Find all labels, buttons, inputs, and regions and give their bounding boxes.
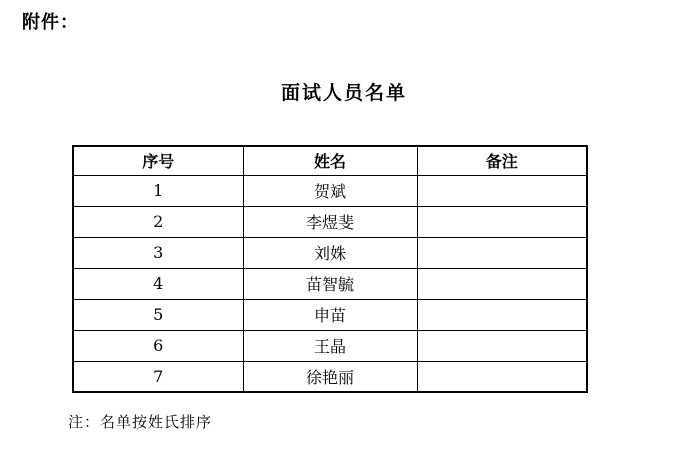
table-body	[73, 175, 587, 392]
header-name: 姓名	[243, 146, 417, 175]
table-row	[73, 299, 587, 330]
table-row	[73, 330, 587, 361]
header-serial: 序号	[73, 146, 243, 175]
header-remark: 备注	[417, 146, 587, 175]
name-cell: 苗智毓	[243, 268, 417, 299]
footnote: 注：名单按姓氏排序	[68, 413, 213, 431]
name-cell: 贺斌	[243, 175, 417, 206]
name-cell: 刘姝	[243, 237, 417, 268]
remark-cell	[417, 206, 587, 237]
serial-cell: 7	[73, 361, 243, 392]
remark-cell	[417, 330, 587, 361]
table-row	[73, 361, 587, 392]
table-header-row	[73, 146, 587, 175]
table-row	[73, 268, 587, 299]
serial-cell: 4	[73, 268, 243, 299]
name-cell: 李煜斐	[243, 206, 417, 237]
remark-cell	[417, 361, 587, 392]
serial-cell: 3	[73, 237, 243, 268]
table-row	[73, 206, 587, 237]
name-cell: 申苗	[243, 299, 417, 330]
name-cell: 王晶	[243, 330, 417, 361]
remark-cell	[417, 299, 587, 330]
serial-cell: 5	[73, 299, 243, 330]
table-row	[73, 175, 587, 206]
page-title: 面试人员名单	[280, 82, 407, 104]
remark-cell	[417, 237, 587, 268]
remark-cell	[417, 268, 587, 299]
interview-roster-table	[72, 145, 588, 393]
remark-cell	[417, 175, 587, 206]
table-row	[73, 237, 587, 268]
serial-cell: 2	[73, 206, 243, 237]
serial-cell: 1	[73, 175, 243, 206]
serial-cell: 6	[73, 330, 243, 361]
attachment-label: 附件：	[22, 12, 79, 33]
name-cell: 徐艳丽	[243, 361, 417, 392]
